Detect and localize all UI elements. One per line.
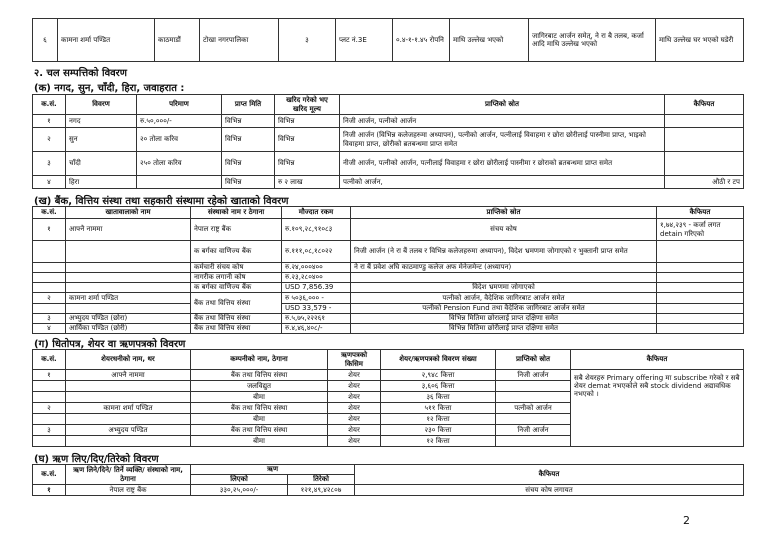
cell: रु.२३,२८०४०० xyxy=(282,273,351,283)
section-ga-title: (ग) धितोपत्र, शेयर वा ऋणपत्रको विवरण xyxy=(34,339,186,350)
cell: निजी आर्जन xyxy=(496,425,571,436)
cell: विभिन्न xyxy=(275,152,340,176)
cell xyxy=(657,273,744,283)
cell: USD 7,856.39 xyxy=(282,283,351,293)
cell: रु.१११,०८,१८०२२ xyxy=(282,241,351,263)
cell: माथि उल्लेख घर भएको घडेरी xyxy=(656,19,744,62)
header-cell: ऋण लिने/दिने/ तिर्ने व्यक्ति/ संस्थाको नाम, ठेगाना xyxy=(66,465,191,485)
cell: निजी आर्जन (ने रा बैं तलब र विभिन्न कलेजहरुमा अध्यापन), विदेश भ्रमणमा जोगाएको र भुक्तानी प्राप्त समेत xyxy=(351,241,657,263)
header-cell: शेयर/ऋणपत्रको विवरण संख्या xyxy=(381,350,496,370)
cell: क बर्गका वाणिज्य बैंक xyxy=(191,283,282,293)
cell xyxy=(657,241,744,263)
cell: निजी आर्जन, पत्नीको आर्जन xyxy=(340,115,665,128)
cell: १ xyxy=(33,485,66,496)
cell: ३,६०६ कित्ता xyxy=(381,381,496,392)
cell xyxy=(137,176,222,189)
cell: निजी आर्जन (विभिन्न कलेजहरुमा अध्यापन), पत्नीको आर्जन, पत्नीलाई विवाहमा र छोरा छोरीलाई पास्नीमा प्राप्त, भाइको विवाहमा प्राप्त, छोरीको ब्रतबन्धमा प्राप्त समेत xyxy=(340,128,665,152)
header-cell: मौज्दात रकम xyxy=(282,207,351,219)
cell xyxy=(33,414,66,425)
cell: २ xyxy=(33,293,66,304)
cell xyxy=(66,414,191,425)
header-cell: ऋणपत्रको किसिम xyxy=(328,350,381,370)
cell xyxy=(33,392,66,403)
table-gha xyxy=(32,464,744,496)
header-cell: विवरण xyxy=(66,95,137,115)
cell: निजी आर्जन xyxy=(496,370,571,381)
cell: अभ्युदय पण्डित xyxy=(66,425,191,436)
cell: संचय कोष xyxy=(351,219,657,241)
cell: शेयर xyxy=(328,381,381,392)
cell: नेपाल राष्ट्र बैंक xyxy=(66,485,191,496)
header-cell: क.सं. xyxy=(33,207,66,219)
cell: रु ५०३६,००० - xyxy=(282,293,351,304)
cell: १२१,४९,४२८०७ xyxy=(288,485,355,496)
cell: आर्यिका पण्डित (छोरी) xyxy=(66,324,191,334)
cell: २० तोला करिव xyxy=(137,128,222,152)
table-ga xyxy=(32,349,744,447)
cell xyxy=(33,283,66,293)
cell: ६ xyxy=(33,19,58,62)
header-cell: क.सं. xyxy=(33,465,66,485)
cell: रु.२४,०००४०० xyxy=(282,263,351,273)
cell: ४ xyxy=(33,176,66,189)
cell: ने रा बैं प्रवेश अघि काठमाण्डु कलेज अफ मेनेजमेन्ट (अध्यापन) xyxy=(351,263,657,273)
cell: विभिन्न xyxy=(222,152,275,176)
cell: आफ्नै नाममा xyxy=(66,370,191,381)
header-cell: प्राप्तिको स्रोत xyxy=(340,95,665,115)
cell: बैंक तथा वित्तिय संस्था xyxy=(191,324,282,334)
cell xyxy=(665,128,744,152)
cell: ३ xyxy=(33,152,66,176)
header-cell: कम्पनीको नाम, ठेगाना xyxy=(191,350,328,370)
cell xyxy=(665,152,744,176)
cell xyxy=(496,392,571,403)
cell: विभिन्न xyxy=(275,115,340,128)
table-kha xyxy=(32,206,744,334)
cell xyxy=(66,263,191,273)
cell: १२ कित्ता xyxy=(381,436,496,447)
cell xyxy=(66,283,191,293)
cell: २,९४८ कित्ता xyxy=(381,370,496,381)
header-cell: खरिद गरेको भए खरिद मूल्य xyxy=(275,95,340,115)
page-number: 2 xyxy=(683,514,690,527)
cell: पत्नीको आर्जन xyxy=(496,403,571,414)
cell xyxy=(351,273,657,283)
cell: रु.५,७५,२२२६१ xyxy=(282,314,351,324)
cell: १२ कित्ता xyxy=(381,414,496,425)
cell xyxy=(665,115,744,128)
cell: बीमा xyxy=(191,392,328,403)
cell: कामना शर्मा पण्डित xyxy=(66,293,191,304)
cell: विभिन्न xyxy=(222,115,275,128)
header-cell: कैफियत xyxy=(657,207,744,219)
cell: शेयर xyxy=(328,414,381,425)
cell xyxy=(496,381,571,392)
cell: कर्मचारी संचय कोष xyxy=(191,263,282,273)
header-cell: क.सं. xyxy=(33,350,66,370)
section-title: २. चल सम्पत्तिको विवरण xyxy=(34,68,128,79)
cell: ३३०,२५,०००/- xyxy=(191,485,288,496)
cell xyxy=(657,283,744,293)
cell: विभिन्न xyxy=(275,128,340,152)
cell xyxy=(66,241,191,263)
header-cell: खातावालाको नाम xyxy=(66,207,191,219)
cell: नगद xyxy=(66,115,137,128)
cell: पत्नीको आर्जन, xyxy=(340,176,665,189)
cell: विदेश भ्रमणमा जोगाएको xyxy=(351,283,657,293)
header-cell: कैफियत xyxy=(355,465,744,485)
cell: रु २ लाख xyxy=(275,176,340,189)
cell: बैंक तथा वित्तिय संस्था xyxy=(191,314,282,324)
cell xyxy=(66,304,191,314)
cell: शेयर xyxy=(328,403,381,414)
cell: प्लट नं.3E xyxy=(336,19,393,62)
header-cell: प्राप्त मिति xyxy=(222,95,275,115)
header-cell: संस्थाको नाम र ठेगाना xyxy=(191,207,282,219)
cell: रु.५०,०००/- xyxy=(137,115,222,128)
cell: १ xyxy=(33,219,66,241)
cell: विभिन्न मितिमा छोरीलाई प्राप्त दक्षिणा समेत xyxy=(351,324,657,334)
cell: क बर्गका वाणिज्य बैंक xyxy=(191,241,282,263)
cell xyxy=(66,273,191,283)
header-cell: प्राप्तिको स्रोत xyxy=(496,350,571,370)
cell: शेयर xyxy=(328,370,381,381)
cell xyxy=(496,414,571,425)
cell: २ xyxy=(33,403,66,414)
header-cell: परिमाण xyxy=(137,95,222,115)
cell: बैंक तथा वित्तिय संस्था xyxy=(191,370,328,381)
cell: विभिन्न xyxy=(222,176,275,189)
cell: नागरीक लगानी कोष xyxy=(191,273,282,283)
cell: ३ xyxy=(279,19,336,62)
cell xyxy=(33,263,66,273)
cell: २ xyxy=(33,128,66,152)
cell: कामना शर्मा पण्डित xyxy=(66,403,191,414)
cell xyxy=(33,436,66,447)
cell: USD 33,579 - xyxy=(282,304,351,314)
cell: ३ xyxy=(33,314,66,324)
cell: पत्नीको आर्जन, वैदेशिक जागिरबाट आर्जन समेत xyxy=(351,293,657,304)
cell xyxy=(33,273,66,283)
cell: रु.४,४६,४०८/- xyxy=(282,324,351,334)
cell xyxy=(33,241,66,263)
cell: १,७४,२३९ - कर्जा लगत detain गरिएको xyxy=(657,219,744,241)
header-cell: लिएको xyxy=(191,475,288,485)
cell xyxy=(657,314,744,324)
header-cell: प्राप्तिको स्रोत xyxy=(351,207,657,219)
cell xyxy=(657,324,744,334)
cell xyxy=(66,381,191,392)
cell: ४ xyxy=(33,324,66,334)
cell xyxy=(66,436,191,447)
header-cell: ऋण xyxy=(191,465,355,475)
cell: बैंक तथा वित्तिय संस्था xyxy=(191,403,328,414)
cell: बीमा xyxy=(191,436,328,447)
cell xyxy=(657,263,744,273)
header-cell: क.सं. xyxy=(33,95,66,115)
cell: बैंक तथा वित्तिय संस्था xyxy=(191,293,282,314)
cell: नेपाल राष्ट्र बैंक xyxy=(191,219,282,241)
cell: १ xyxy=(33,115,66,128)
cell: माथि उल्लेख भएको xyxy=(450,19,529,62)
cell: हिरा xyxy=(66,176,137,189)
header-cell: कैफियत xyxy=(571,350,744,370)
cell: शेयर xyxy=(328,436,381,447)
cell: जलविद्युत xyxy=(191,381,328,392)
cell xyxy=(33,304,66,314)
cell: संचय कोष लगायत xyxy=(355,485,744,496)
cell: २३० कित्ता xyxy=(381,425,496,436)
cell xyxy=(66,392,191,403)
cell: चाँदी xyxy=(66,152,137,176)
header-cell: तिरेको xyxy=(288,475,355,485)
header-cell: कैफियत xyxy=(665,95,744,115)
top-table xyxy=(32,18,744,62)
cell: २५० तोला करिव xyxy=(137,152,222,176)
cell: बैंक तथा वित्तिय संस्था xyxy=(191,425,328,436)
cell: पत्नीको Pension Fund तथा वैदेशिक जागिरबाट आर्जन समेत xyxy=(351,304,657,314)
cell: कामना शर्मा पण्डित xyxy=(58,19,155,62)
section-gha-title: (घ) ऋण लिए/दिए/तिरेको विवरण xyxy=(34,454,159,465)
section-ka-title: (क) नगद, सुन, चाँदी, हिरा, जवाहरात : xyxy=(34,83,185,94)
cell: काठमाडौं xyxy=(155,19,200,62)
cell: विभिन्न xyxy=(222,128,275,152)
cell: अभ्युदय पण्डित (छोरा) xyxy=(66,314,191,324)
cell: ३६ कित्ता xyxy=(381,392,496,403)
cell: शेयर xyxy=(328,425,381,436)
cell: १ xyxy=(33,370,66,381)
cell: जागिरबाट आर्जन समेत्, ने रा बै तलब, कर्जा आदि माथि उल्लेख भएको xyxy=(529,19,656,62)
cell xyxy=(496,436,571,447)
cell: टोखा नगरपालिका xyxy=(200,19,279,62)
cell: ५११ कित्ता xyxy=(381,403,496,414)
cell: नीजी आर्जन, पत्नीको आर्जन, पत्नीलाई विवाहमा र छोरा छोरीलाई पास्नीमा र छोराको ब्रतबन्धमा प्राप्त समेत xyxy=(340,152,665,176)
cell xyxy=(657,304,744,314)
cell xyxy=(33,381,66,392)
cell: विभिन्न मितिमा छोरालाई प्राप्त दक्षिणा समेत xyxy=(351,314,657,324)
cell: सबै शेयरहरु Primary offering मा subscribe गरेको र सबै शेयर demat नभएकोले सबै stock dividend अद्यावधिक नभएको । xyxy=(571,370,744,447)
cell: आफ्नै नाममा xyxy=(66,219,191,241)
cell: ०.४-१-१.४५ रोपनि xyxy=(393,19,450,62)
cell: सुन xyxy=(66,128,137,152)
cell: बीमा xyxy=(191,414,328,425)
table-ka xyxy=(32,94,744,189)
section-kha-title: (ख) बैंक, वित्तिय संस्था तथा सहकारी संस्थामा रहेको खाताको विवरण xyxy=(34,196,289,207)
cell: औठी र टप xyxy=(665,176,744,189)
cell: ३ xyxy=(33,425,66,436)
header-cell: शेयरधनीको नाम, थर xyxy=(66,350,191,370)
cell: शेयर xyxy=(328,392,381,403)
cell xyxy=(657,293,744,304)
cell: रु.१०९,२८,९१०८३ xyxy=(282,219,351,241)
